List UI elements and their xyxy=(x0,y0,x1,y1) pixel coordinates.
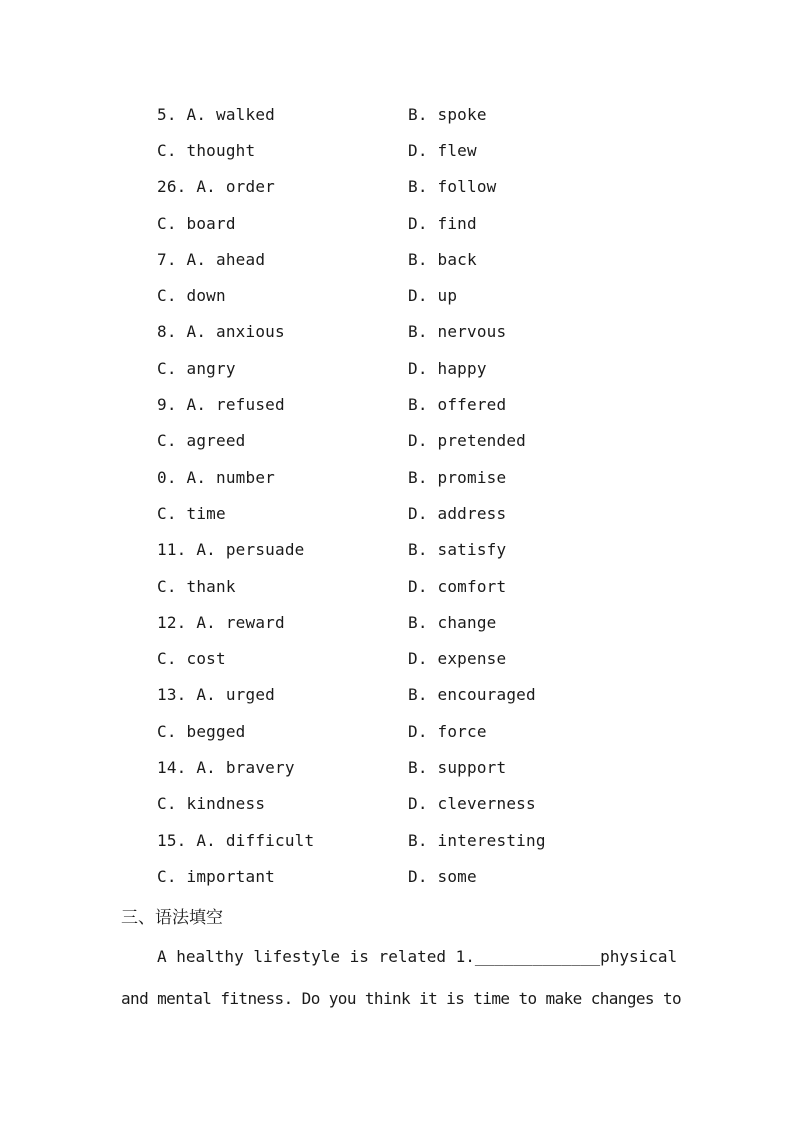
option-right: D. some xyxy=(408,866,477,886)
option-row xyxy=(157,423,717,459)
option-row xyxy=(157,858,717,894)
option-left: C. board xyxy=(157,213,236,233)
option-row xyxy=(157,786,717,822)
option-right: B. follow xyxy=(408,177,497,197)
option-left: 15. A. difficult xyxy=(157,830,315,850)
option-right: B. satisfy xyxy=(408,540,507,560)
option-left: 0. A. number xyxy=(157,467,275,487)
option-right: B. nervous xyxy=(408,322,507,342)
option-left: C. cost xyxy=(157,649,226,669)
option-left: 8. A. anxious xyxy=(157,322,285,342)
option-left: C. agreed xyxy=(157,431,246,451)
option-left: 14. A. bravery xyxy=(157,757,295,777)
option-row xyxy=(157,459,717,495)
option-right: B. offered xyxy=(408,395,507,415)
option-left: C. begged xyxy=(157,721,246,741)
option-right: D. expense xyxy=(408,649,507,669)
paragraph-text: physical xyxy=(600,947,678,966)
option-row xyxy=(157,495,717,531)
option-right: D. cleverness xyxy=(408,794,536,814)
option-row xyxy=(157,169,717,205)
option-row xyxy=(157,277,717,313)
option-row xyxy=(157,713,717,749)
option-left: C. thank xyxy=(157,576,236,596)
option-right: B. support xyxy=(408,757,507,777)
option-row xyxy=(157,822,717,858)
option-right: B. promise xyxy=(408,467,507,487)
option-right: D. flew xyxy=(408,140,477,160)
option-left: C. kindness xyxy=(157,794,266,814)
option-right: D. force xyxy=(408,721,487,741)
option-row xyxy=(157,568,717,604)
option-left: 26. A. order xyxy=(157,177,275,197)
option-row xyxy=(157,314,717,350)
paragraph-text: A healthy lifestyle is related 1. xyxy=(157,947,475,966)
option-right: D. address xyxy=(408,503,507,523)
option-left: 11. A. persuade xyxy=(157,540,305,560)
option-left: C. down xyxy=(157,286,226,306)
option-row xyxy=(157,350,717,386)
option-row xyxy=(157,386,717,422)
option-left: C. time xyxy=(157,503,226,523)
option-row xyxy=(157,604,717,640)
option-right: D. pretended xyxy=(408,431,526,451)
option-row xyxy=(157,96,717,132)
option-left: 5. A. walked xyxy=(157,104,275,124)
fill-in-blank[interactable]: _____________ xyxy=(474,947,601,966)
option-right: D. find xyxy=(408,213,477,233)
option-right: B. interesting xyxy=(408,830,546,850)
option-right: D. happy xyxy=(408,358,487,378)
option-row xyxy=(157,132,717,168)
option-row xyxy=(157,532,717,568)
option-row xyxy=(157,677,717,713)
option-left: 9. A. refused xyxy=(157,395,285,415)
option-left: C. angry xyxy=(157,358,236,378)
option-left: 7. A. ahead xyxy=(157,249,266,269)
option-right: B. change xyxy=(408,612,497,632)
option-right: B. encouraged xyxy=(408,685,536,705)
section-heading: 三、语法填空 xyxy=(121,908,223,928)
option-right: B. back xyxy=(408,249,477,269)
option-row xyxy=(157,640,717,676)
answer-options-list xyxy=(157,96,717,895)
option-row xyxy=(157,241,717,277)
option-row xyxy=(157,749,717,785)
option-right: D. comfort xyxy=(408,576,507,596)
option-left: 13. A. urged xyxy=(157,685,275,705)
paragraph-line-1 xyxy=(157,947,677,966)
option-left: 12. A. reward xyxy=(157,612,285,632)
option-left: C. important xyxy=(157,866,275,886)
option-left: C. thought xyxy=(157,140,256,160)
option-right: D. up xyxy=(408,286,458,306)
option-right: B. spoke xyxy=(408,104,487,124)
option-row xyxy=(157,205,717,241)
paragraph-line-2: and mental fitness. Do you think it is time to make changes to xyxy=(121,989,682,1008)
